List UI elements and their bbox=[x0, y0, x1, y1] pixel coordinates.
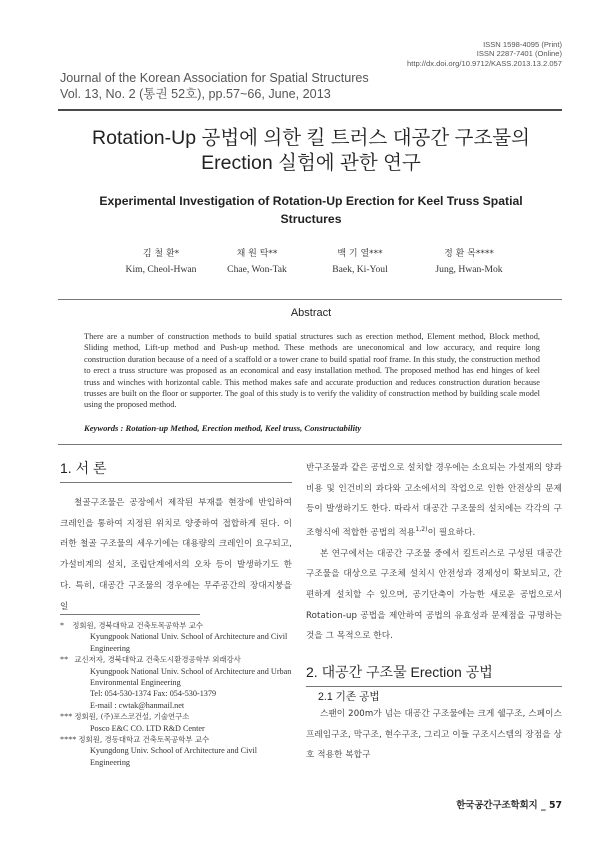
footnote-4-mark: **** bbox=[60, 735, 77, 745]
author-2-ko: 채 원 탁** bbox=[236, 249, 278, 259]
footnote-1 bbox=[60, 620, 292, 654]
english-title-line1: Experimental Investigation of Rotation-Up Erection for Keel Truss Spatial bbox=[99, 194, 523, 208]
korean-title-line2: Erection 실험에 관한 연구 bbox=[201, 152, 421, 174]
keywords-label: Keywords : bbox=[84, 423, 126, 433]
footnote-2-mark: ** bbox=[60, 655, 69, 665]
author-4-ko: 정 환 목**** bbox=[444, 249, 494, 259]
korean-title-line1: Rotation-Up 공법에 의한 킬 트러스 대공간 구조물의 bbox=[92, 127, 530, 149]
section2-para1: 스팬이 200m가 넘는 대공간 구조물에는 크게 쉘구조, 스페이스 프레임구조, 막구조, 현수구조, 그리고 이들 구조시스템의 장점을 상호 적용한 복합구 bbox=[306, 709, 562, 761]
section1-para2 bbox=[306, 458, 562, 544]
section2-heading: 2. 대공간 구조물 Erection 공법 bbox=[306, 664, 493, 680]
footnote-3-mark: *** bbox=[60, 712, 73, 722]
section1-para1: 철골구조물은 공장에서 제작된 부재를 현장에 반입하여 크레인을 통하여 지정된 위치로 양중하여 접합하게 된다. 이러한 철골 구조물의 세우기에는 대용량의 크레인이 요구되고, 가설비계의 설치, 조립단계에서의 오차 등이 발생하기도 한다. 특히, 대공간 구조물의 경우에는 무주공간의 장대지붕을 일 bbox=[60, 498, 292, 612]
section2-1-heading: 2.1 기존 공법 bbox=[318, 691, 380, 703]
abstract-bottom-rule bbox=[58, 444, 562, 445]
author-3-en: Baek, Ki-Youl bbox=[332, 264, 388, 275]
footnote-2-en: Kyungpook National Univ. School of Architecture and Urban Environmental Engineering bbox=[90, 666, 292, 688]
author-1-ko: 김 철 환* bbox=[142, 249, 180, 259]
footnote-2-tel: Tel: 054-530-1374 Fax: 054-530-1379 bbox=[90, 689, 217, 699]
footnotes bbox=[60, 620, 292, 768]
korean-title bbox=[60, 126, 562, 176]
section1-underline bbox=[60, 482, 292, 483]
footnote-3-en: Posco E&C CO. LTD R&D Center bbox=[90, 723, 205, 733]
author-2-en: Chae, Won-Tak bbox=[227, 264, 287, 275]
footnote-3 bbox=[60, 711, 292, 734]
footnote-1-en: Kyungpook National Univ. School of Architecture and Civil Engineering bbox=[90, 632, 288, 653]
right-column bbox=[306, 458, 562, 647]
footnote-4-en: Kyungdong Univ. School of Architecture and Civil Engineering bbox=[90, 746, 258, 767]
abstract-top-rule bbox=[58, 299, 562, 300]
footnote-2 bbox=[60, 654, 292, 711]
footnote-1-ko: 정회원, 경북대학교 건축토목공학부 교수 bbox=[72, 621, 204, 630]
abstract-body: There are a number of construction methods to build spatial structures such as erection method, Element method, Block method, Sliding method, Lift-up method and Push-up method. These methods are uneconomical and low accuracy, and require long construction duration because of a need of a scaffold or a tower crane to build spatial roof frame. In this study, the construction method to erect a truss structure was proposed as an economical and easy installation method. The proposed method has end hinges of keel truss and winches with horizontal cable. This method makes safe and accurate production and reduces construction duration because trusses are built on the floor or supporter. The goal of this study is to verify the validity of construction method by building scale model using the proposed method. bbox=[84, 332, 540, 410]
author-4 bbox=[404, 247, 534, 277]
author-1-en: Kim, Cheol-Hwan bbox=[125, 264, 197, 275]
header-rule bbox=[58, 109, 562, 111]
footnote-3-ko: 정회원, (주)포스코건설, 기술연구소 bbox=[74, 712, 190, 722]
section2 bbox=[306, 662, 562, 687]
keywords-values: Rotation-up Method, Erection method, Keel truss, Constructability bbox=[125, 423, 362, 433]
abstract-heading: Abstract bbox=[290, 307, 332, 319]
section2-body bbox=[306, 704, 562, 766]
author-3-ko: 백 기 열*** bbox=[337, 249, 383, 259]
page-footer: 한국공간구조학회지 _ 57 bbox=[456, 800, 562, 811]
footnote-4-ko: 정회원, 경동대학교 건축토목공학부 교수 bbox=[78, 735, 210, 745]
journal-volume: Vol. 13, No. 2 (통권 52호), pp.57~66, June, 2013 bbox=[60, 87, 331, 101]
section1-para2-text: 반구조물과 같은 공법으로 설치할 경우에는 소요되는 가설재의 양과 비용 및 인건비의 과다와 고소에서의 작업으로 인한 안전상의 문제 등이 발생하기도 한다. 따라서 대공간 구조물의 설치에는 각각의 구조형식에 적합한 공법의 적용 bbox=[306, 463, 562, 538]
footnote-4 bbox=[60, 734, 292, 768]
footnote-2-ko: 교신저자, 경북대학교 건축도시환경공학부 외래강사 bbox=[74, 655, 241, 665]
citation-ref: 1,2) bbox=[415, 526, 428, 534]
journal-name: Journal of the Korean Association for Spatial Structures bbox=[60, 71, 369, 85]
footnote-2-email: E-mail : cwtak@hanmail.net bbox=[90, 700, 185, 710]
section1-heading: 1. 서 론 bbox=[60, 460, 107, 476]
issn-online: ISSN 2287-7401 (Online) bbox=[476, 49, 562, 59]
journal-header bbox=[60, 70, 369, 102]
section1-para3: 본 연구에서는 대공간 구조물 중에서 킬트러스로 구성된 대공간 구조물을 대상으로 구조체 설치시 안전성과 경제성이 확보되고, 간편하게 설치할 수 있으며, 공기단축이 가능한 새로운 공법으로서 Rotation-up 공법을 제안하여 공법의 유효성과 문제점을 규명하는 것을 그 목적으로 한다. bbox=[306, 548, 562, 642]
section1-para2-end: 이 필요하다. bbox=[427, 527, 476, 538]
issn-print: ISSN 1598-4095 (Print) bbox=[483, 40, 562, 49]
issn-block bbox=[407, 40, 562, 68]
left-column bbox=[60, 458, 292, 617]
english-title-line2: Structures bbox=[280, 212, 342, 226]
doi-link[interactable]: http://dx.doi.org/10.9712/KASS.2013.13.2.057 bbox=[407, 58, 562, 68]
footnote-rule bbox=[60, 614, 200, 615]
author-4-en: Jung, Hwan-Mok bbox=[435, 264, 503, 275]
section2-underline bbox=[306, 686, 562, 687]
footnote-1-mark: * bbox=[60, 621, 65, 630]
english-title bbox=[60, 192, 562, 228]
keywords bbox=[84, 423, 540, 433]
